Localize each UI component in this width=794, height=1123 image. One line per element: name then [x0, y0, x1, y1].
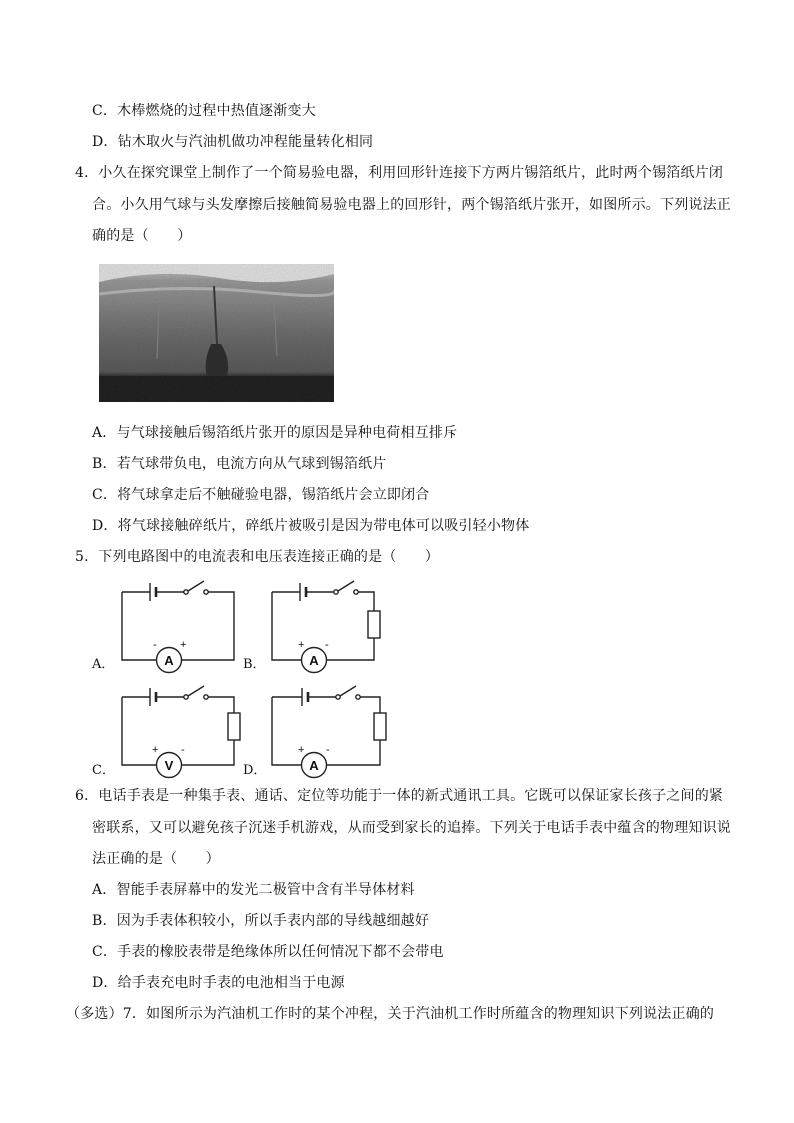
voltmeter-symbol-c: V — [164, 758, 174, 773]
q5-label-a: A． — [92, 657, 115, 672]
minus-terminal-b: - — [325, 639, 329, 651]
minus-terminal-a: - — [153, 639, 157, 651]
q4-stem-line-3: 确的是（ ） — [92, 228, 192, 244]
q6-option-a: A．智能手表屏幕中的发光二极管中含有半导体材料 — [92, 882, 415, 898]
plus-terminal-a: + — [180, 639, 187, 651]
q3-option-d: D．钻木取火与汽油机做功冲程能量转化相同 — [92, 134, 374, 150]
q4-option-d: D．将气球接触碎纸片，碎纸片被吸引是因为带电体可以吸引轻小物体 — [92, 518, 530, 534]
q4-stem-line-1: 4．小久在探究课堂上制作了一个简易验电器，利用回形针连接下方两片锡箔纸片，此时两个锡箔纸片闭 — [75, 165, 724, 181]
q6-option-b: B．因为手表体积较小，所以手表内部的导线越细越好 — [92, 913, 430, 929]
q6-stem-line-1: 6．电话手表是一种集手表、通话、定位等功能于一体的新式通讯工具。它既可以保证家长孩子之间的紧 — [75, 788, 724, 804]
q5-stem: 5．下列电路图中的电流表和电压表连接正确的是（ ） — [75, 549, 440, 565]
q4-option-c: C．将气球拿走后不触碰验电器，锡箔纸片会立即闭合 — [92, 487, 430, 503]
circuit-diagram-c — [112, 683, 252, 781]
q5-label-b: B． — [243, 657, 266, 672]
plus-terminal-d: + — [298, 744, 305, 756]
electroscope-photo — [99, 264, 334, 402]
ammeter-symbol-a: A — [164, 653, 174, 668]
q4-stem-line-2: 合。小久用气球与头发摩擦后接触简易验电器上的回形针，两个锡箔纸片张开，如图所示。下列说法正 — [92, 197, 731, 213]
ammeter-symbol-d: A — [309, 758, 319, 773]
q6-stem-line-3: 法正确的是（ ） — [92, 851, 220, 867]
ammeter-symbol-b: A — [309, 653, 319, 668]
q4-option-b: B．若气球带负电，电流方向从气球到锡箔纸片 — [92, 456, 387, 472]
plus-terminal-b: + — [298, 639, 305, 651]
circuit-diagram-a — [112, 578, 242, 676]
q3-option-c: C．木棒燃烧的过程中热值逐渐变大 — [92, 103, 316, 119]
q6-option-c: C．手表的橡胶表带是绝缘体所以任何情况下都不会带电 — [92, 944, 444, 960]
circuit-diagram-b — [262, 578, 392, 676]
q6-option-d: D．给手表充电时手表的电池相当于电源 — [92, 975, 345, 991]
minus-terminal-c: - — [181, 744, 185, 756]
q5-label-d: D． — [243, 763, 267, 778]
q4-option-a: A．与气球接触后锡箔纸片张开的原因是异种电荷相互排斥 — [92, 425, 458, 441]
plus-terminal-c: + — [152, 744, 159, 756]
q7-stem-line-1: （多选）7．如图所示为汽油机工作时的某个冲程，关于汽油机工作时所蕴含的物理知识下列说法正确的 — [66, 1006, 715, 1022]
circuit-diagram-d — [262, 683, 402, 781]
minus-terminal-d: - — [326, 744, 330, 756]
q6-stem-line-2: 密联系，又可以避免孩子沉迷手机游戏，从而受到家长的追捧。下列关于电话手表中蕴含的物理知识说 — [92, 820, 731, 836]
q5-label-c: C． — [92, 763, 115, 778]
